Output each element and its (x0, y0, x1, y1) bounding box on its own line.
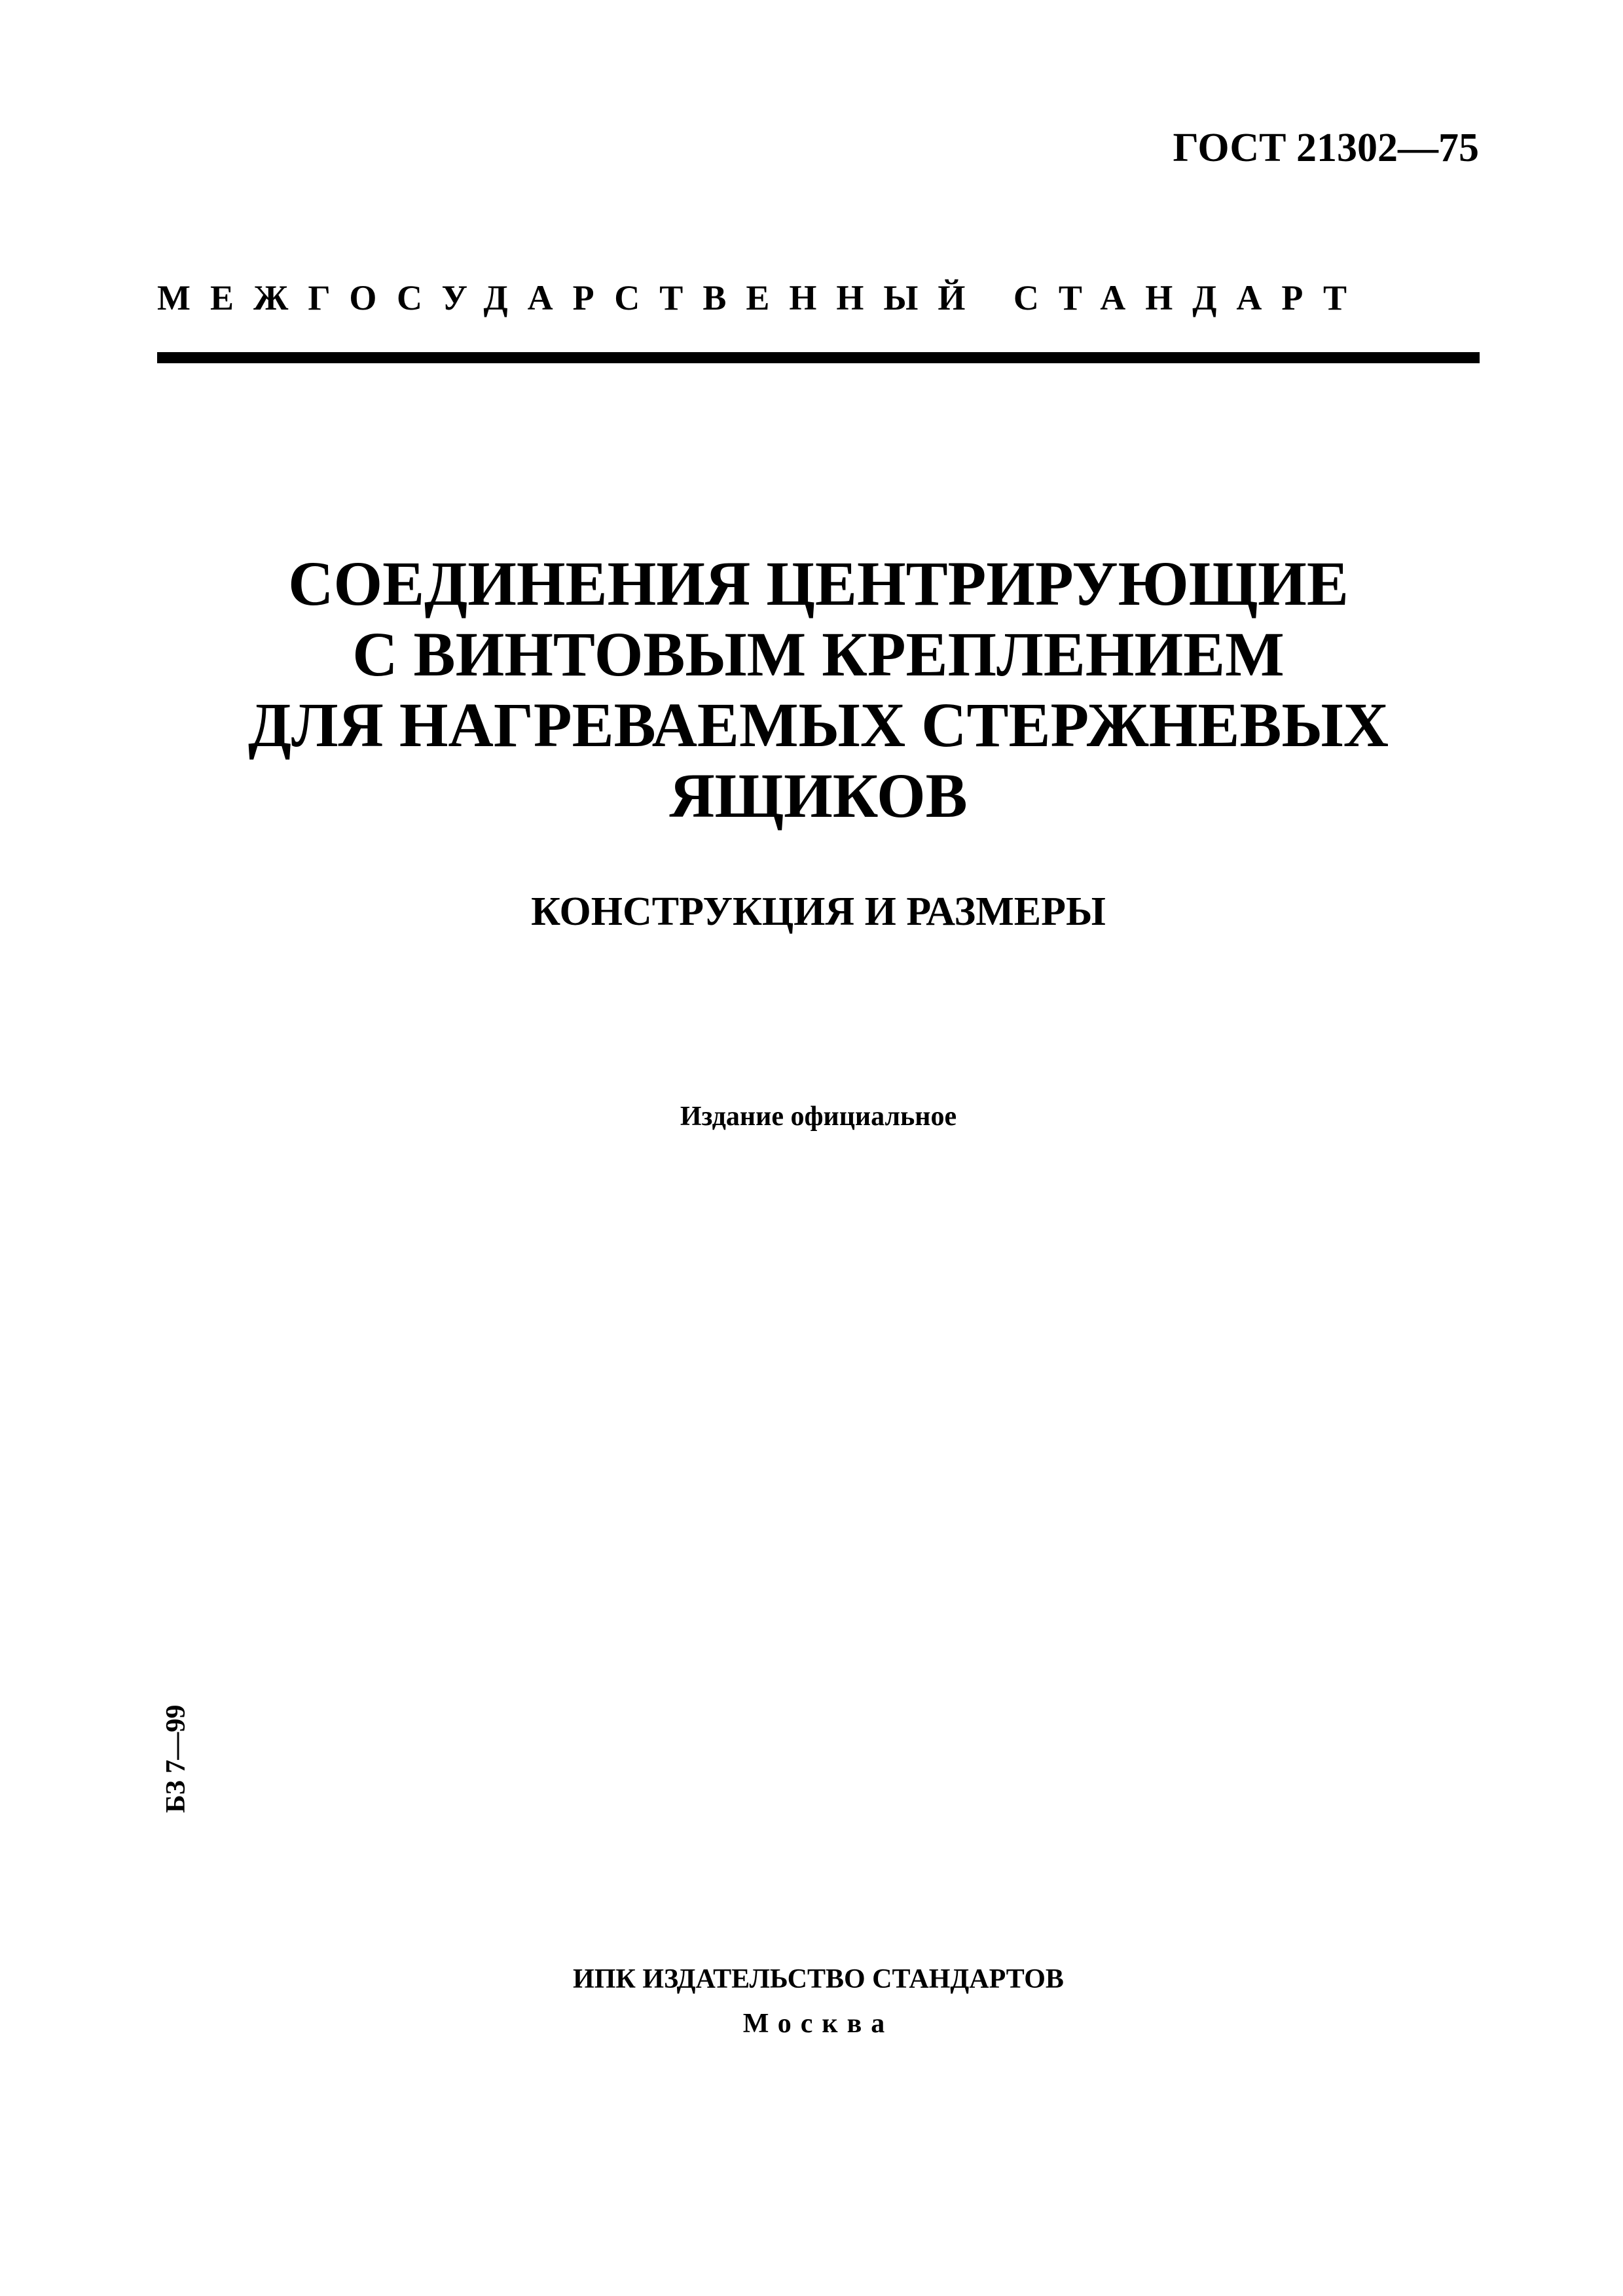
standard-type-heading: МЕЖГОСУДАРСТВЕННЫЙ СТАНДАРТ (157, 278, 1367, 317)
document-title (157, 548, 1480, 831)
document-subtitle: КОНСТРУКЦИЯ И РАЗМЕРЫ (531, 889, 1106, 934)
edition-note: Издание официальное (680, 1102, 957, 1132)
title-line: ЯЩИКОВ (669, 761, 968, 831)
gost-number: ГОСТ 21302—75 (1173, 126, 1479, 170)
title-line: СОЕДИНЕНИЯ ЦЕНТРИРУЮЩИЕ (288, 548, 1349, 619)
title-line: ДЛЯ НАГРЕВАЕМЫХ СТЕРЖНЕВЫХ (247, 690, 1389, 760)
side-catalog-code: БЗ 7—99 (161, 1704, 191, 1813)
publisher-city: Москва (742, 2009, 894, 2039)
publisher-name: ИПК ИЗДАТЕЛЬСТВО СТАНДАРТОВ (573, 1964, 1064, 1994)
header-divider (157, 352, 1480, 363)
title-line: С ВИНТОВЫМ КРЕПЛЕНИЕМ (352, 619, 1285, 689)
